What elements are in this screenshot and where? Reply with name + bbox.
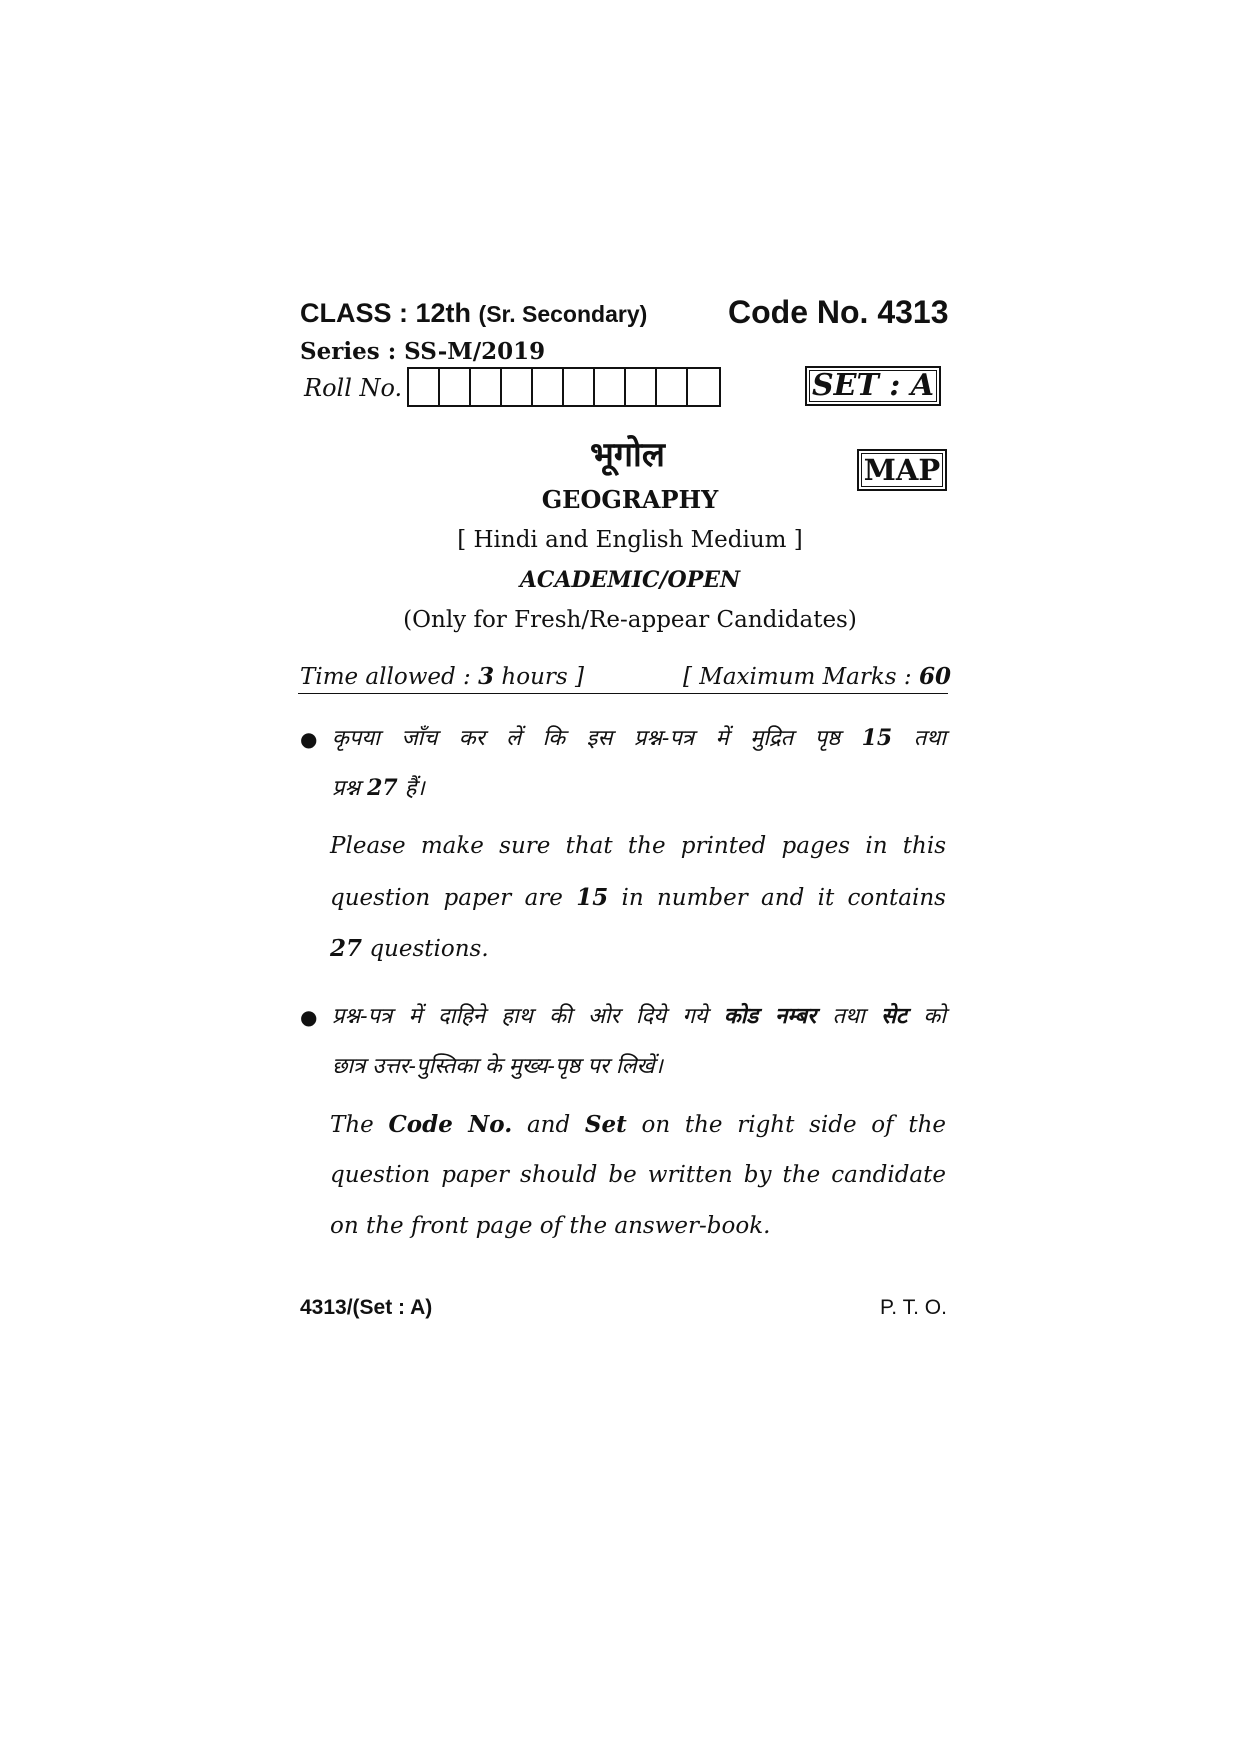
candidates-label: (Only for Fresh/Re-appear Candidates) (403, 607, 857, 633)
text: प्रश्न (332, 776, 368, 801)
instruction-1-hindi-line-1 (332, 722, 946, 752)
class-heading (300, 298, 647, 329)
text: प्रश्न-पत्र में दाहिने हाथ की ओर दिये गये (332, 1004, 724, 1029)
text: तथा (816, 1004, 882, 1029)
instruction-1-english-line-1: Please make sure that the printed pages in this (330, 833, 946, 859)
text: question paper are (330, 885, 577, 911)
marks-prefix: [ Maximum Marks : (683, 664, 919, 690)
roll-number-box[interactable] (440, 369, 471, 405)
text: कृपया जाँच कर लें कि इस प्रश्न-पत्र में मुद्रित पृष्ठ (332, 726, 862, 751)
roll-number-box[interactable] (409, 369, 440, 405)
subject-title-english: GEOGRAPHY (541, 485, 719, 514)
footer-code-set: 4313/(Set : A) (300, 1296, 433, 1319)
bullet-icon: ● (300, 1005, 318, 1029)
questions-count: 27 (330, 935, 363, 962)
time-suffix: hours ] (494, 664, 584, 690)
set-badge: SET : A (805, 366, 941, 406)
instruction-1-english-line-3 (330, 935, 946, 962)
text: तथा (892, 726, 946, 751)
code-number: Code No. 4313 (728, 294, 949, 330)
set-term: Set (584, 1111, 627, 1138)
stream-label: ACADEMIC/OPEN (519, 567, 741, 593)
text: in number and it contains (608, 885, 946, 911)
roll-number-box[interactable] (471, 369, 502, 405)
text: हैं। (397, 776, 425, 801)
time-value: 3 (478, 663, 495, 690)
text: को (907, 1004, 946, 1029)
pages-count: 15 (861, 725, 893, 751)
set-term: सेट (881, 1003, 908, 1029)
maximum-marks (683, 663, 951, 690)
time-prefix: Time allowed : (300, 664, 479, 690)
bullet-icon: ● (300, 727, 318, 751)
roll-number-box[interactable] (502, 369, 533, 405)
class-label: CLASS : 12th (300, 298, 472, 328)
class-sublabel: (Sr. Secondary) (478, 301, 648, 327)
series-label: Series : SS-M/2019 (300, 338, 546, 365)
text: questions. (362, 936, 489, 962)
footer-pto: P. T. O. (880, 1296, 947, 1319)
subject-title-hindi: भूगोल (590, 435, 665, 475)
text: and (512, 1112, 585, 1138)
roll-number-box[interactable] (595, 369, 626, 405)
instruction-2-hindi-line-2: छात्र उत्तर-पुस्तिका के मुख्य-पृष्ठ पर लिखें। (332, 1054, 663, 1079)
roll-number-box[interactable] (626, 369, 657, 405)
map-badge: MAP (857, 449, 947, 491)
medium-label: [ Hindi and English Medium ] (457, 527, 803, 553)
roll-number-label: Roll No. (304, 374, 403, 402)
roll-number-box[interactable] (533, 369, 564, 405)
instruction-2-english-line-3: on the front page of the answer-book. (330, 1213, 771, 1239)
time-allowed (300, 663, 584, 690)
code-term: कोड नम्बर (723, 1003, 817, 1029)
text: The (330, 1112, 389, 1138)
roll-number-box[interactable] (657, 369, 688, 405)
instruction-1-english-line-2 (330, 884, 946, 911)
instruction-2-english-line-1 (330, 1111, 946, 1138)
instruction-1-hindi-line-2 (332, 772, 425, 802)
header-divider (298, 693, 948, 694)
roll-number-box[interactable] (564, 369, 595, 405)
roll-number-boxes[interactable] (407, 367, 721, 407)
code-term: Code No. (388, 1111, 513, 1138)
pages-count: 15 (576, 884, 609, 911)
text: on the right side of the (626, 1112, 947, 1138)
marks-value: 60 (919, 663, 952, 690)
instruction-2-hindi-line-1 (332, 1000, 946, 1030)
questions-count: 27 (367, 775, 398, 801)
roll-number-box[interactable] (688, 369, 719, 405)
instruction-2-english-line-2: question paper should be written by the candidate (330, 1162, 946, 1188)
